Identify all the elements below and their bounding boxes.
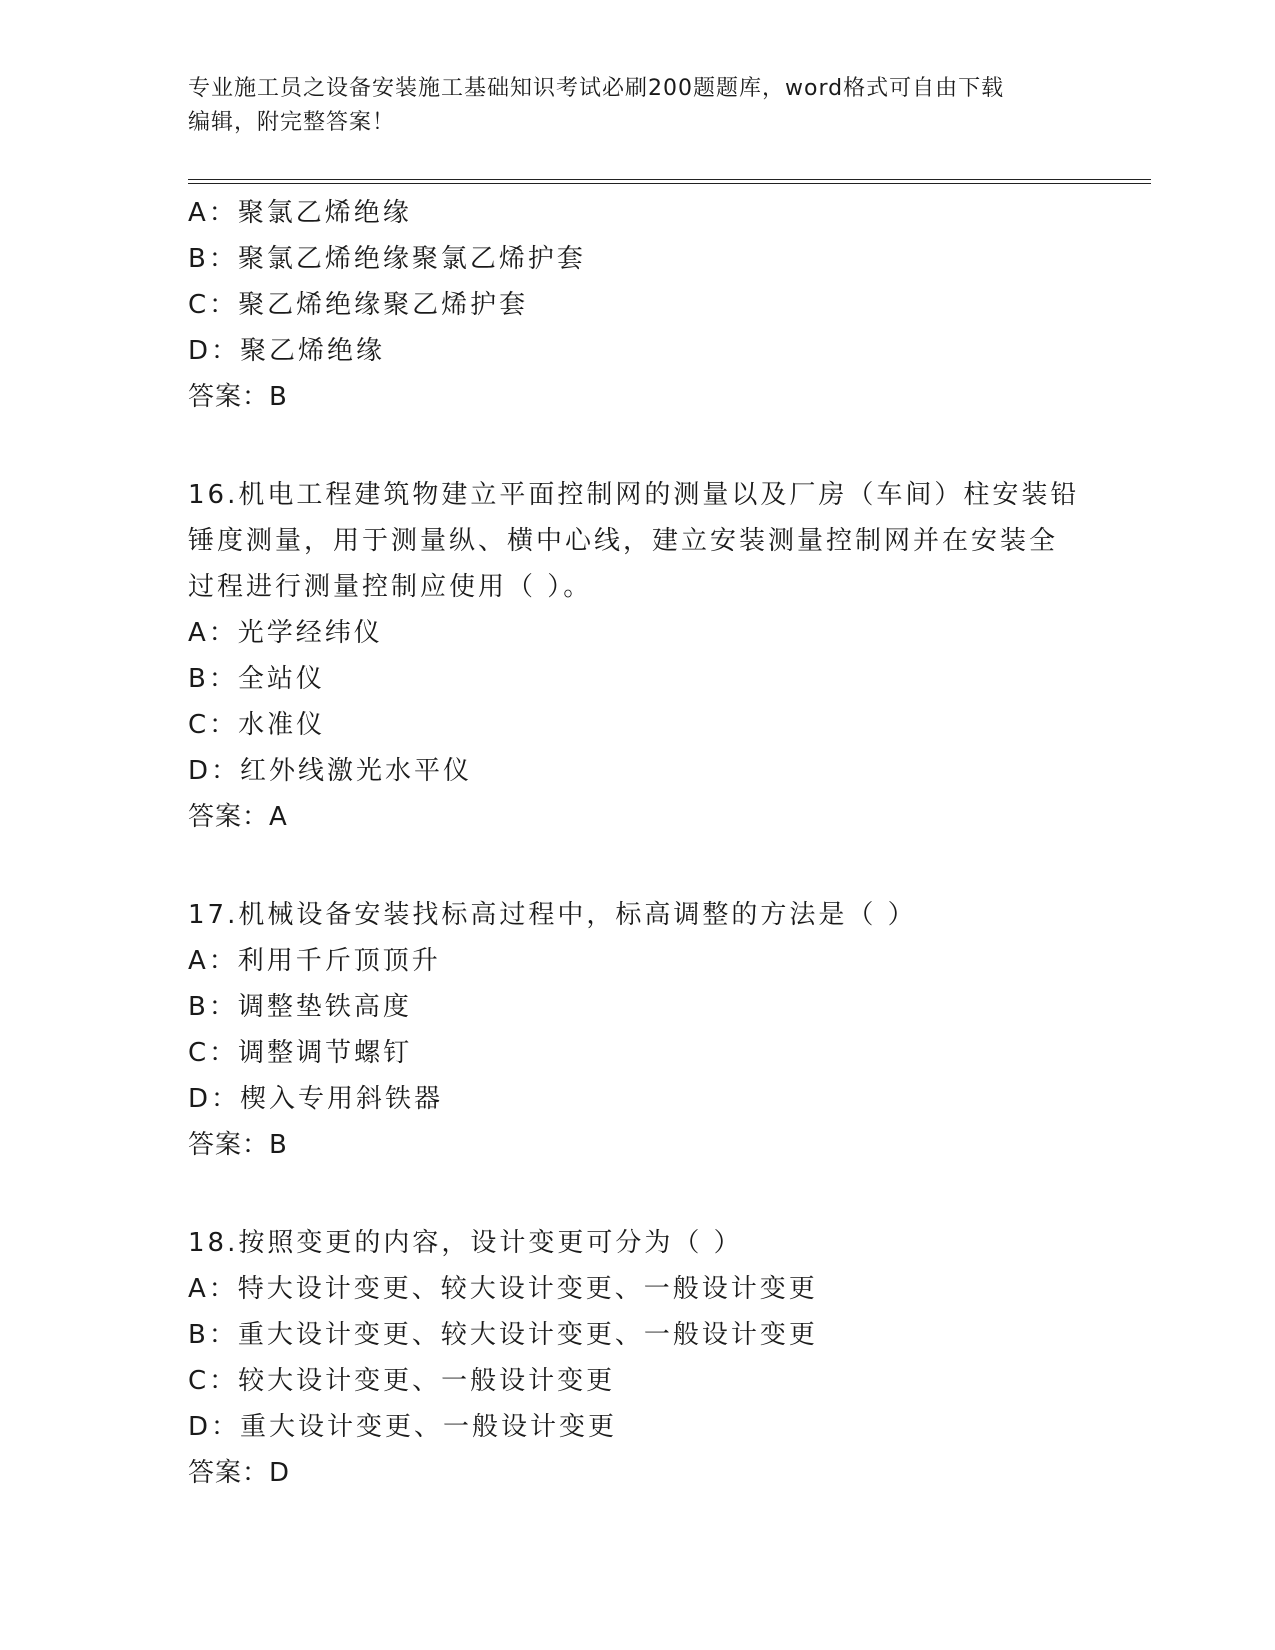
option-c: C：较大设计变更、一般设计变更 xyxy=(188,1366,616,1396)
document-header xyxy=(188,72,1088,140)
header-line-2: 编辑，附完整答案！ xyxy=(188,110,396,135)
option-c: C：水准仪 xyxy=(188,710,326,740)
question-block-16 xyxy=(188,472,1088,840)
option-b: B：调整垫铁高度 xyxy=(188,992,412,1022)
question-stem: 过程进行测量控制应使用（ ）。 xyxy=(188,572,593,602)
option-c: C：调整调节螺钉 xyxy=(188,1038,413,1068)
option-d: D：聚乙烯绝缘 xyxy=(188,336,386,366)
option-a: A：聚氯乙烯绝缘 xyxy=(188,198,412,228)
question-stem: 17.机械设备安装找标高过程中，标高调整的方法是（ ） xyxy=(188,900,917,930)
option-a: A：利用千斤顶顶升 xyxy=(188,946,441,976)
header-divider-bottom xyxy=(188,183,1151,184)
header-line-1: 专业施工员之设备安装施工基础知识考试必刷200题题库，word格式可自由下载 xyxy=(188,76,1005,101)
option-a: A：光学经纬仪 xyxy=(188,618,383,648)
question-block-17 xyxy=(188,892,1088,1168)
option-c: C：聚乙烯绝缘聚乙烯护套 xyxy=(188,290,529,320)
answer-line: 答案：D xyxy=(188,1458,291,1488)
option-d: D：楔入专用斜铁器 xyxy=(188,1084,444,1114)
question-stem: 18.按照变更的内容，设计变更可分为（ ） xyxy=(188,1228,743,1258)
header-divider-top xyxy=(188,179,1151,180)
question-block-18 xyxy=(188,1220,1088,1496)
question-list xyxy=(188,190,1088,1496)
option-d: D：红外线激光水平仪 xyxy=(188,756,473,786)
answer-line: 答案：B xyxy=(188,382,288,412)
question-stem: 锤度测量，用于测量纵、横中心线，建立安装测量控制网并在安装全 xyxy=(188,526,1059,556)
option-b: B：重大设计变更、较大设计变更、一般设计变更 xyxy=(188,1320,818,1350)
option-b: B：全站仪 xyxy=(188,664,325,694)
answer-line: 答案：B xyxy=(188,1130,288,1160)
question-stem: 16.机电工程建筑物建立平面控制网的测量以及厂房（车间）柱安装铅 xyxy=(188,480,1080,510)
option-b: B：聚氯乙烯绝缘聚氯乙烯护套 xyxy=(188,244,586,274)
option-d: D：重大设计变更、一般设计变更 xyxy=(188,1412,618,1442)
question-block-15 xyxy=(188,190,1088,420)
answer-line: 答案：A xyxy=(188,802,288,832)
option-a: A：特大设计变更、较大设计变更、一般设计变更 xyxy=(188,1274,818,1304)
